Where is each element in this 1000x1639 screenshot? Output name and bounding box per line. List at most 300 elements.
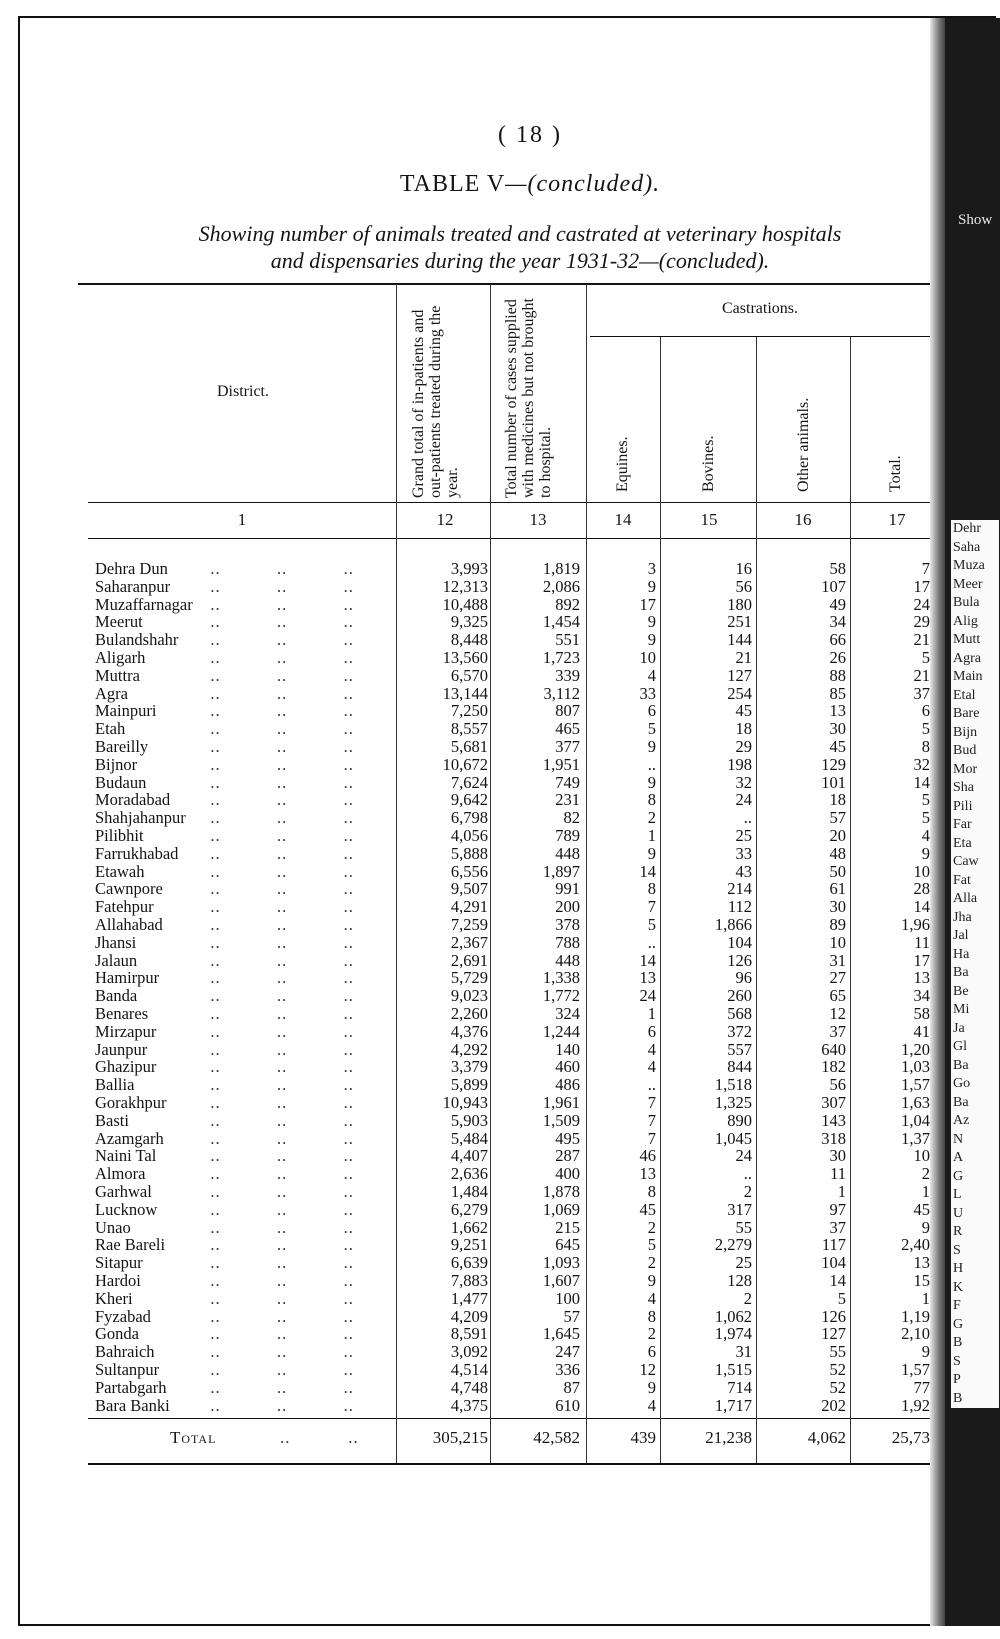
equines-cell: 14 — [639, 861, 656, 881]
total-row — [0, 1428, 1000, 1448]
castrations-total-cell: 1,20 — [901, 1040, 930, 1059]
header-total: Total. — [887, 455, 904, 492]
grand-total-cell: 5,903 — [450, 1110, 488, 1130]
equines-cell: 10 — [639, 648, 656, 667]
leader-dots: .. .. .. — [195, 808, 354, 828]
medicines-supplied-cell: 789 — [555, 826, 580, 845]
total-grand-total: 305,215 — [432, 1428, 488, 1447]
castrations-total-cell: 21 — [913, 631, 930, 649]
equines-cell: 2 — [647, 808, 656, 828]
medicines-supplied-cell: 448 — [555, 950, 580, 970]
table-row — [0, 738, 1000, 756]
leader-dots: .. .. .. — [195, 1395, 354, 1415]
table-subtitle — [140, 220, 900, 274]
district-name: Bijnor — [95, 754, 138, 774]
equines-cell: 6 — [647, 1342, 656, 1362]
other-animals-cell: 65 — [829, 986, 846, 1006]
bovines-cell: 33 — [735, 843, 752, 863]
table-row — [0, 1272, 1000, 1290]
table-row — [0, 1254, 1000, 1272]
table-row — [0, 1379, 1000, 1397]
equines-cell: 8 — [647, 790, 656, 810]
castrations-total-cell: 8 — [921, 738, 930, 756]
bovines-cell: 180 — [727, 594, 752, 614]
medicines-supplied-cell: 100 — [555, 1288, 580, 1308]
castrations-total-cell: 13 — [913, 1254, 930, 1272]
medicines-supplied-cell: 1,607 — [542, 1271, 580, 1290]
medicines-supplied-cell: 610 — [555, 1395, 580, 1415]
bovines-cell: 127 — [727, 665, 752, 685]
other-animals-cell: 14 — [829, 1271, 846, 1290]
grand-total-cell: 9,642 — [450, 790, 488, 810]
adjacent-page-fragment: U — [951, 1205, 999, 1224]
other-animals-cell: 37 — [829, 1217, 846, 1237]
castrations-total-cell: 58 — [913, 1005, 930, 1023]
table-row — [0, 791, 1000, 809]
other-animals-cell: 104 — [821, 1253, 846, 1273]
leader-dots: .. .. .. — [195, 701, 354, 721]
bovines-cell: 557 — [727, 1039, 752, 1059]
bovines-cell: 96 — [735, 968, 752, 988]
grand-total-cell: 6,570 — [450, 665, 488, 685]
subtitle-line-2: and dispensaries during the year 1931-32—(concluded). — [270, 248, 770, 273]
other-animals-cell: 52 — [829, 1360, 846, 1379]
leader-dots: .. .. .. — [195, 1093, 354, 1112]
table-row — [0, 1236, 1000, 1254]
other-animals-cell: 58 — [829, 559, 846, 578]
bovines-cell: 18 — [735, 719, 752, 739]
leader-dots: .. .. .. — [195, 648, 354, 667]
medicines-supplied-cell: 486 — [555, 1075, 580, 1095]
other-animals-cell: 26 — [829, 648, 846, 667]
leader-dots: .. .. .. — [195, 1182, 354, 1201]
leader-dots: .. .. .. — [195, 1342, 354, 1362]
medicines-supplied-cell: 247 — [555, 1342, 580, 1362]
medicines-supplied-cell: 231 — [555, 790, 580, 810]
table-row — [0, 863, 1000, 881]
total-medicines-supplied: 42,582 — [533, 1428, 580, 1447]
adjacent-page-fragment: B — [951, 1334, 999, 1353]
equines-cell: 13 — [639, 968, 656, 988]
medicines-supplied-cell: 87 — [563, 1377, 580, 1397]
medicines-supplied-cell: 287 — [555, 1146, 580, 1166]
medicines-supplied-cell: 1,878 — [542, 1182, 580, 1201]
district-name: Moradabad — [95, 790, 171, 810]
grand-total-cell: 4,407 — [450, 1146, 488, 1166]
table-row — [0, 1397, 1000, 1415]
other-animals-cell: 20 — [829, 826, 846, 845]
grand-total-cell: 10,943 — [442, 1093, 488, 1112]
medicines-supplied-cell: 495 — [555, 1128, 580, 1148]
district-name: Bara Banki — [95, 1395, 170, 1415]
district-name: Dehra Dun — [95, 559, 168, 578]
bovines-cell: 16 — [735, 559, 752, 578]
header-other-animals: Other animals. — [795, 397, 812, 492]
other-animals-cell: 30 — [829, 1146, 846, 1166]
castrations-total-cell: 21 — [913, 666, 930, 685]
equines-cell: 17 — [639, 594, 656, 614]
medicines-supplied-cell: 1,069 — [542, 1199, 580, 1219]
bovines-cell: 2 — [743, 1288, 752, 1308]
castrations-total-cell: 1,63 — [901, 1094, 930, 1112]
other-animals-cell: 143 — [821, 1110, 846, 1130]
grand-total-cell: 5,729 — [450, 968, 488, 988]
bovines-cell: 25 — [735, 826, 752, 845]
medicines-supplied-cell: 82 — [563, 808, 580, 828]
bovines-cell: 43 — [735, 861, 752, 881]
equines-cell: 9 — [647, 612, 656, 632]
medicines-supplied-cell: 1,897 — [542, 861, 580, 881]
other-animals-cell: 49 — [829, 594, 846, 614]
header-bovines: Bovines. — [700, 435, 717, 492]
leader-dots: .. .. .. — [195, 950, 354, 970]
other-animals-cell: 55 — [829, 1342, 846, 1362]
medicines-supplied-cell: 3,112 — [543, 683, 580, 703]
equines-cell: .. — [647, 932, 656, 952]
other-animals-cell: 61 — [829, 879, 846, 899]
table-row — [0, 560, 1000, 578]
page-number: ( 18 ) — [498, 122, 562, 148]
bovines-cell: 128 — [727, 1271, 752, 1290]
bovines-cell: 568 — [727, 1004, 752, 1023]
bovines-cell: 714 — [727, 1377, 752, 1397]
other-animals-cell: 101 — [821, 772, 846, 792]
table-row — [0, 1201, 1000, 1219]
bovines-cell: 251 — [727, 612, 752, 632]
adjacent-page-title-fragment: Show — [958, 212, 993, 228]
adjacent-page-fragment: Ba — [951, 1094, 999, 1113]
adjacent-page-fragment: S — [951, 1353, 999, 1372]
other-animals-cell: 57 — [829, 808, 846, 828]
column-number-12: 12 — [436, 510, 454, 529]
other-animals-cell: 107 — [821, 576, 846, 596]
table-title-suffix: —(concluded). — [505, 171, 661, 197]
district-name: Naini Tal — [95, 1146, 157, 1166]
district-name: Cawnpore — [95, 879, 163, 899]
castrations-total-cell: 5 — [921, 649, 930, 667]
other-animals-cell: 5 — [837, 1288, 846, 1308]
table-row — [0, 578, 1000, 596]
other-animals-cell: 1 — [837, 1182, 846, 1201]
grand-total-cell: 4,209 — [450, 1306, 488, 1326]
castrations-total-cell: 4 — [921, 827, 930, 845]
castrations-total-cell: 10 — [913, 1147, 930, 1166]
equines-cell: 5 — [647, 719, 656, 739]
castrations-total-cell: 45 — [913, 1200, 930, 1219]
grand-total-cell: 3,092 — [450, 1342, 488, 1362]
other-animals-cell: 27 — [829, 968, 846, 988]
district-name: Budaun — [95, 772, 147, 792]
adjacent-page-fragment: A — [951, 1149, 999, 1168]
bovines-cell: 1,866 — [714, 915, 752, 934]
table-row — [0, 1005, 1000, 1023]
castrations-total-cell: 1,96 — [901, 916, 930, 934]
table-row — [0, 596, 1000, 614]
equines-cell: 7 — [647, 897, 656, 917]
equines-cell: 2 — [647, 1324, 656, 1344]
other-animals-cell: 30 — [829, 719, 846, 739]
leader-dots: .. .. .. — [195, 665, 354, 685]
table-row — [0, 1076, 1000, 1094]
leader-dots: .. .. .. — [195, 1324, 354, 1344]
adjacent-page-fragment: Etal — [951, 687, 999, 706]
grand-total-cell: 4,748 — [450, 1377, 488, 1397]
adjacent-page-fragment: Alig — [951, 613, 999, 632]
other-animals-cell: 18 — [829, 790, 846, 810]
grand-total-cell: 12,313 — [442, 576, 488, 596]
table-row — [0, 1147, 1000, 1165]
castrations-total-cell: 1,57 — [901, 1361, 930, 1379]
district-name: Mirzapur — [95, 1021, 157, 1041]
leader-dots: .. .. .. — [195, 826, 354, 845]
district-name: Rae Bareli — [95, 1235, 166, 1255]
header-medicines-supplied: Total number of cases supplied with medicines but not brought to hospital. — [503, 298, 554, 498]
total-top-rule — [88, 1418, 930, 1419]
grand-total-cell: 1,662 — [450, 1217, 488, 1237]
castrations-total-cell: 13 — [913, 969, 930, 988]
grand-total-cell: 4,056 — [450, 826, 488, 845]
bovines-cell: 2 — [743, 1182, 752, 1201]
table-row — [0, 667, 1000, 685]
medicines-supplied-cell: 1,772 — [542, 986, 580, 1006]
district-name: Sitapur — [95, 1253, 143, 1273]
equines-cell: 2 — [647, 1253, 656, 1273]
grand-total-cell: 3,993 — [450, 559, 488, 578]
adjacent-page-fragment: Jha — [951, 909, 999, 928]
equines-cell: 9 — [647, 1377, 656, 1397]
grand-total-cell: 2,367 — [450, 932, 488, 952]
adjacent-page-fragment: Pili — [951, 798, 999, 817]
table-row — [0, 685, 1000, 703]
leader-dots: .. .. .. — [195, 576, 354, 596]
leader-dots: .. .. .. — [195, 612, 354, 632]
grand-total-cell: 9,251 — [450, 1235, 488, 1255]
district-name: Jaunpur — [95, 1039, 148, 1059]
table-row — [0, 1041, 1000, 1059]
equines-cell: 8 — [647, 1182, 656, 1201]
castrations-total-cell: 2 — [921, 1165, 930, 1183]
castrations-total-cell: 32 — [913, 755, 930, 774]
bovines-cell: 1,045 — [714, 1128, 752, 1148]
table-row — [0, 969, 1000, 987]
adjacent-page-fragment: Alla — [951, 890, 999, 909]
grand-total-cell: 6,798 — [450, 808, 488, 828]
castrations-total-cell: 28 — [913, 880, 930, 899]
grand-total-cell: 8,557 — [450, 719, 488, 739]
table-row — [0, 987, 1000, 1005]
castrations-total-cell: 10 — [913, 862, 930, 881]
leader-dots: .. .. .. — [195, 1253, 354, 1273]
bovines-cell: 31 — [735, 1342, 752, 1362]
equines-cell: 4 — [647, 1288, 656, 1308]
grand-total-cell: 3,379 — [450, 1057, 488, 1077]
castrations-total-cell: 7 — [921, 560, 930, 578]
grand-total-cell: 7,259 — [450, 915, 488, 934]
bovines-cell: 1,518 — [714, 1075, 752, 1095]
grand-total-cell: 9,325 — [450, 612, 488, 632]
table-row — [0, 934, 1000, 952]
table-top-rule — [78, 283, 930, 285]
leader-dots: .. .. .. — [195, 754, 354, 774]
equines-cell: 46 — [639, 1146, 656, 1166]
castrations-total-cell: 9 — [921, 1343, 930, 1361]
table-bottom-rule — [88, 1463, 930, 1465]
medicines-supplied-cell: 2,086 — [542, 576, 580, 596]
adjacent-page-fragment: G — [951, 1168, 999, 1187]
leader-dots: .. .. .. — [195, 1004, 354, 1023]
grand-total-cell: 9,023 — [450, 986, 488, 1006]
grand-total-cell: 7,883 — [450, 1271, 488, 1290]
adjacent-page-fragment: F — [951, 1297, 999, 1316]
castrations-total-cell: 17 — [913, 951, 930, 970]
other-animals-cell: 126 — [821, 1306, 846, 1326]
district-name: Agra — [95, 683, 128, 703]
grand-total-cell: 13,144 — [442, 683, 488, 703]
table-row — [0, 1325, 1000, 1343]
equines-cell: 9 — [647, 843, 656, 863]
adjacent-page-fragment: Bare — [951, 705, 999, 724]
other-animals-cell: 202 — [821, 1395, 846, 1415]
district-name: Pilibhit — [95, 826, 144, 845]
district-name: Banda — [95, 986, 138, 1006]
bovines-cell: 1,974 — [714, 1324, 752, 1344]
adjacent-page-fragment: Mutt — [951, 631, 999, 650]
leader-dots: .. .. .. — [195, 1288, 354, 1308]
district-name: Partabgarh — [95, 1377, 167, 1397]
equines-cell: 1 — [647, 826, 656, 845]
leader-dots: .. .. .. — [195, 1110, 354, 1130]
castrations-total-cell: 1,37 — [901, 1129, 930, 1148]
district-name: Etah — [95, 719, 126, 739]
adjacent-page-fragment: Bula — [951, 594, 999, 613]
district-name: Aligarh — [95, 648, 146, 667]
adjacent-page-fragment: Main — [951, 668, 999, 687]
other-animals-cell: 307 — [821, 1093, 846, 1112]
column-number-14: 14 — [614, 510, 632, 529]
table-row — [0, 1094, 1000, 1112]
medicines-supplied-cell: 339 — [555, 665, 580, 685]
medicines-supplied-cell: 215 — [555, 1217, 580, 1237]
total-equines: 439 — [630, 1428, 656, 1447]
column-number-1: 1 — [237, 510, 247, 529]
bovines-cell: 144 — [727, 630, 752, 650]
equines-cell: .. — [647, 754, 656, 774]
district-name: Farrukhabad — [95, 843, 179, 863]
district-name: Saharanpur — [95, 576, 171, 596]
equines-cell: 5 — [647, 1235, 656, 1255]
header-district: District. — [217, 383, 269, 400]
castrations-total-cell: 1,19 — [901, 1307, 930, 1326]
castrations-total-cell: 34 — [913, 987, 930, 1005]
table-title — [0, 171, 1000, 198]
other-animals-cell: 10 — [829, 932, 846, 952]
equines-cell: 9 — [647, 630, 656, 650]
adjacent-page-fragment: L — [951, 1186, 999, 1205]
table-row — [0, 880, 1000, 898]
adjacent-page-fragment: Far — [951, 816, 999, 835]
bovines-cell: 1,717 — [714, 1395, 752, 1415]
adjacent-page-fragment: Ba — [951, 964, 999, 983]
district-name: Benares — [95, 1004, 149, 1023]
adjacent-page-fragment: Sha — [951, 779, 999, 798]
leader-dots: .. .. .. — [195, 559, 354, 578]
leader-dots: .. .. .. — [195, 879, 354, 899]
district-name: Fyzabad — [95, 1306, 151, 1326]
other-animals-cell: 52 — [829, 1377, 846, 1397]
castrations-total-cell: 17 — [913, 577, 930, 596]
leader-dots: .. .. .. — [195, 630, 354, 650]
leader-dots: .. .. .. — [195, 1217, 354, 1237]
grand-total-cell: 4,376 — [450, 1021, 488, 1041]
medicines-supplied-cell: 991 — [555, 879, 580, 899]
equines-cell: 4 — [647, 1395, 656, 1415]
adjacent-page-fragment: B — [951, 1390, 999, 1409]
leader-dots: .. .. .. — [195, 1235, 354, 1255]
table-row — [0, 952, 1000, 970]
other-animals-cell: 50 — [829, 861, 846, 881]
grand-total-cell: 6,279 — [450, 1199, 488, 1219]
grand-total-cell: 4,292 — [450, 1039, 488, 1059]
district-name: Muttra — [95, 665, 140, 685]
column-number-13: 13 — [529, 510, 547, 529]
table-row — [0, 774, 1000, 792]
leader-dots: .. .. — [280, 1428, 359, 1447]
table-row — [0, 845, 1000, 863]
other-animals-cell: 12 — [829, 1004, 846, 1023]
table-row — [0, 1219, 1000, 1237]
grand-total-cell: 4,375 — [450, 1395, 488, 1415]
castrations-total-cell: 29 — [913, 613, 930, 632]
castrations-total-cell: 5 — [921, 809, 930, 827]
bovines-cell: 260 — [727, 986, 752, 1006]
equines-cell: 12 — [639, 1360, 656, 1379]
bovines-cell: 254 — [727, 683, 752, 703]
other-animals-cell: 31 — [829, 950, 846, 970]
equines-cell: 6 — [647, 701, 656, 721]
equines-cell: 2 — [647, 1217, 656, 1237]
medicines-supplied-cell: 140 — [555, 1039, 580, 1059]
medicines-supplied-cell: 378 — [555, 915, 580, 934]
equines-cell: 33 — [639, 683, 656, 703]
grand-total-cell: 4,514 — [450, 1360, 488, 1379]
total-other-animals: 4,062 — [807, 1428, 846, 1447]
district-name: Unao — [95, 1217, 131, 1237]
other-animals-cell: 127 — [821, 1324, 846, 1344]
leader-dots: .. .. .. — [195, 1377, 354, 1397]
district-name: Etawah — [95, 861, 145, 881]
adjacent-page-fragment: Mi — [951, 1001, 999, 1020]
adjacent-page-fragment: Jal — [951, 927, 999, 946]
equines-cell: 9 — [647, 1271, 656, 1290]
district-name: Gonda — [95, 1324, 139, 1344]
equines-cell: 3 — [647, 559, 656, 578]
medicines-supplied-cell: 460 — [555, 1057, 580, 1077]
adjacent-page-fragment: S — [951, 1242, 999, 1261]
grand-total-cell: 13,560 — [442, 648, 488, 667]
leader-dots: .. .. .. — [195, 1146, 354, 1166]
grand-total-cell: 5,899 — [450, 1075, 488, 1095]
other-animals-cell: 97 — [829, 1199, 846, 1219]
table-title-main: TABLE V — [399, 171, 506, 197]
medicines-supplied-cell: 400 — [555, 1164, 580, 1184]
grand-total-cell: 6,639 — [450, 1253, 488, 1273]
district-name: Jalaun — [95, 950, 138, 970]
leader-dots: .. .. .. — [195, 1128, 354, 1148]
grand-total-cell: 1,484 — [450, 1182, 488, 1201]
adjacent-page-fragment: Go — [951, 1075, 999, 1094]
castrations-total-cell: 41 — [913, 1022, 930, 1041]
adjacent-page-fragment: Az — [951, 1112, 999, 1131]
